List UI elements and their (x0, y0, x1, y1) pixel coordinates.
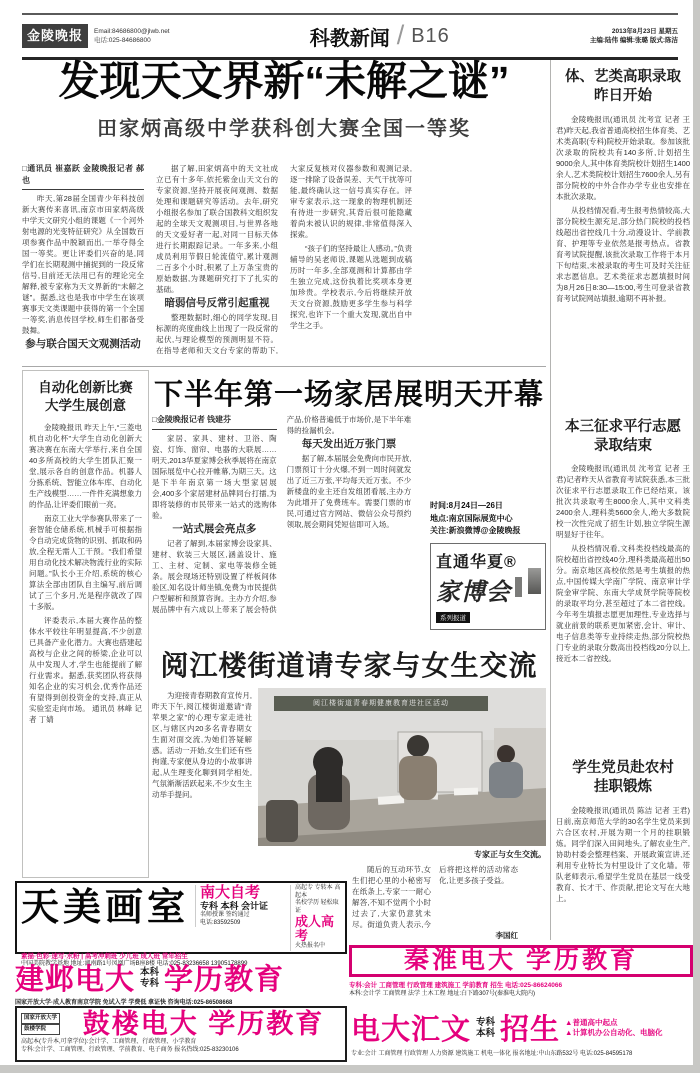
parallel-paragraph: 金陵晚报讯(通讯员 沈考宣 记者 王君)记者昨天从省教育考试院获悉,本三批次征求平行志愿录取工作已经结束。该批次共录取考生8000余人,其中文科类2400余人,理科类5600余人,绝大多数院校一次性完成了招生计划,独立学院生源明显好于往年。 (556, 464, 690, 540)
ad-huiwen-dianda (349, 1006, 693, 1062)
photo-banner-text: 阅江楼街道青春期健康教育进社区活动 (274, 696, 488, 711)
ad-qinhuai-name: 秦淮电大 学历教育 (404, 946, 638, 974)
ad-chengkao-tiny: 火热报名中 (295, 943, 326, 949)
expo-paragraph: 家居、家具、建材、卫浴、陶瓷、灯饰、窗帘、电器的大联展……明天,2013华夏家博会秋季展将在南京国际展览中心拉开帷幕,为期三天。这是下半年南京第一场大型家居展会,400多个家居建材品牌同台打擂,为即将装修的市民带来一站式的选购体验。 (152, 433, 277, 520)
expo-info-lines (430, 500, 546, 538)
street-paragraph: 为迎接青春期教育宣传月,昨天下午,阅江楼街道邀请“青苹果之家”的心理专家走进社区,与辖区内20多名青春期女生面对面交流,为她们答疑解惑。活动一开始,女生们还有些拘谨,专家便从身边的小故事讲起,从生理变化聊到同学相处,气氛渐渐活跃起来,不少女生主动举手提问。 (152, 691, 252, 799)
rural-title: 学生党员赴农村 挂职锻炼 (572, 760, 674, 796)
rural-body (556, 805, 690, 929)
ad-gulou-row (21, 1010, 341, 1038)
ad-qinhuai-details (349, 981, 693, 998)
expo-logo (430, 543, 546, 630)
lead-headline-block (22, 60, 546, 141)
ad-jianye-big: 学历教育 (164, 964, 285, 996)
parallel-title: 本三征求平行志愿 录取结束 (565, 418, 681, 454)
expo-info-time: 时间:8月24日—26日 (430, 501, 503, 510)
rural-paragraph: 金陵晚报讯(通讯员 陈洁 记者 王君)日前,南京师范大学的30名学生党员来到六合区农村,开展为期一个月的挂职锻炼。同学们深入田间地头,了解农业生产,协助村委会整理档案、开展政策宣讲,还利用专业特长为村里设计了文化墙。带队老师表示,希望学生党员在基层一线受教育、长才干、作贡献,把论文写在大地上。 (556, 806, 690, 904)
vertical-rule (550, 60, 551, 940)
expo-promo-box (428, 498, 546, 630)
lead-paragraph: “孩子们的坚持最让人感动。”负责辅导的吴老师说,课题从选题到成稿历时一年多,全部观测和计算都由学生独立完成,这份执着比奖项本身更加珍贵。学校表示,今后将继续开放天文台资源,鼓励更多学生参与科学探究,也许下一个重大发现,就出自中学生之手。 (290, 244, 412, 330)
masthead-brand (22, 24, 170, 48)
automation-title: 自动化创新比赛 大学生展创意 (38, 380, 133, 413)
newspaper-logo: 金陵晚报 (22, 24, 88, 48)
ad-huiwen-row (351, 1007, 691, 1048)
masthead-phone: 电话:025-84686800 (94, 37, 151, 44)
sidebar-article-admissions (556, 68, 690, 410)
expo-crosshead-1: 一站式展会亮点多 (172, 522, 257, 535)
horizontal-rule (22, 366, 546, 367)
street-body-tail (352, 864, 518, 940)
ad-qinhuai-dianda (349, 945, 693, 977)
sidebar (556, 60, 690, 929)
street-author: 李国红 (495, 931, 518, 940)
ad-nanda-sub: 专科 本科 会计证 (200, 901, 269, 911)
lead-crosshead-1: 参与联合国天文观测活动 (25, 338, 141, 350)
expo-headline-block (152, 372, 546, 413)
page-edge-bottom (0, 1065, 700, 1073)
ad-nanda-selfstudy (195, 885, 284, 927)
sidebar-article-rural (556, 759, 690, 929)
ad-tianmei-address: 中国美院教学基地 地址:湖南路1号凤凰广场B座8楼 电话:025-83236658 13905178899 (21, 960, 248, 967)
automation-paragraph: 金陵晚报讯 昨天上午,“三菱电机自动化杯”大学生自动化创新大赛决赛在东南大学举行,来自全国40多所高校的大学生团队汇聚一堂,展示各自的创意作品。机器人分拣系统、智能立体车库、自动化生产线模型……一件件充满想象力的作品,让评委们眼前一亮。 (29, 423, 142, 510)
news-photo (258, 688, 546, 846)
issue-meta (590, 27, 678, 46)
article-automation (22, 370, 149, 878)
masthead-email: Email:84686800@jlwb.net (94, 28, 170, 35)
ad-chengkao-line: 高起专 专转本 高起本 (295, 885, 341, 899)
ad-nanda-phone: 电话:83592509 (200, 919, 241, 926)
admissions-body (556, 114, 690, 410)
ad-nanda-title: 南大自考 (200, 884, 261, 901)
ad-qinhuai-line: 本科:会计学 工商管理 法学 土木工程 地址:白下路307号(秦淮电大院内) (349, 991, 536, 997)
photo-caption: 专家正与女生交流。 (474, 850, 546, 859)
parallel-body (556, 463, 690, 751)
section-title (310, 21, 450, 52)
expo-crosshead-2: 每天发出近万张门票 (301, 438, 397, 450)
ad-jianye-tiny: 国家开放大学·成人教育南京学院 免试入学 学费低 拿证快 咨询电话:025-86508668 (15, 1000, 233, 1006)
street-headline-block (152, 644, 546, 684)
lead-body (22, 163, 546, 363)
building-icon (528, 568, 541, 594)
ad-jianye-name: 建邺电大 (15, 964, 136, 996)
ad-jianye-dianda (15, 957, 347, 1006)
ad-huiwen-tiny: 专业:会计 工商管理 行政管理 人力资源 建筑施工 机电一体化 报名地址:中山东路532号 电话:025-84595178 (351, 1051, 633, 1057)
issue-staff: 主编:陆伟 编辑:张璐 版式:陈洁 (589, 37, 678, 44)
ad-tianmei-services: 素描·色彩·速写·水粉 | 高考冲刺班 少儿班 成人班 常年招生 (21, 952, 188, 960)
ad-gulou-line: 专科:会计学、工商管理、行政管理、学前教育、电子商务 报名热线:025-83230106 (21, 1047, 239, 1053)
expo-logo-line2: 家博会 (436, 578, 511, 606)
ad-huiwen-bullets: ▲普通高中起点 ▲计算机办公自动化、电脑化 (565, 1017, 663, 1037)
ad-tianmei-row (21, 885, 341, 951)
ad-jianye-row (15, 957, 347, 998)
ad-tianmei-title: 天美画室 (21, 887, 190, 929)
ad-gulou-box-line: 国家开放大学 (21, 1013, 60, 1024)
street-headline: 阅江楼街道请专家与女生交流 (160, 650, 538, 681)
ad-qinhuai-line: 专科:会计 工商管理 行政管理 建筑施工 学前教育 招生 电话:025-86624066 (349, 982, 563, 989)
masthead-contacts (94, 27, 170, 45)
slash-divider: / (396, 19, 405, 50)
automation-body (29, 422, 142, 862)
ad-gulou-line: 高起本(专升本,可拿学位):会计学、工商管理、行政管理、小学教育 (21, 1039, 197, 1045)
ad-gulou-sidebox (21, 1013, 60, 1035)
expo-info-place: 地点:南京国际展览中心 (430, 513, 513, 523)
expo-headline: 下半年第一场家居展明天开幕 (153, 379, 544, 411)
lead-paragraph: 昨天,第28届全国青少年科技创新大赛传来喜讯,南京市田家炳高级中学天文研究小组的课题《一个河外射电源的光变特征研究》从全国数百项参赛作品中脱颖而出,一举夺得全国一等奖。更让评委们兴奋的是,同学们在长期观测中捕捉到的一段反常信号,目前还无法用已有的理论完全解释,被专家称为天文界新的“未解之谜”。据悉,这也是我市中学生在该项赛事天文类课题中获得的第一个全国一等奖,消息传回学校,师生们都备受鼓舞。 (22, 194, 144, 335)
section-name: 科教新闻 (309, 27, 390, 50)
ad-nanda-tiny: 名师授课 签约通过 (200, 912, 250, 918)
page-edge-right (693, 0, 700, 1073)
automation-paragraph: 南京工业大学参赛队带来了一套智能仓储系统,机械手可根据指令自动完成货物的识别、抓取和码放,全程无需人工干预。“我们希望用自动化技术解决物流行业的实际问题。”队长小王介绍,系统的核心算法全部由团队自主编写,前后调试了三个多月,光是程序就改了四十多版。 (29, 514, 142, 612)
lead-headline: 发现天文界新“未解之谜” (58, 58, 510, 104)
lead-crosshead-2: 暗弱信号反常引起重视 (164, 297, 270, 309)
lead-paragraph: 整理数据时,细心的同学发现,目标源的亮度曲线上出现了一段反常的起伏,与理论模型的预测明显不符。在指导老师和天文台专家的帮助下,大家反复核对仪器参数和观测记录,逐一排除了设备误差、天气干扰等可能,最终确认这一信号真实存在。评审专家表示,这一现象的物理机制还有待进一步研究,其背后很可能隐藏着尚未被认识的规律,非常值得深入探索。 (156, 164, 412, 355)
parallel-paragraph: 从投档情况看,文科类投档线最高的院校超出省控线40分,理科类最高超出50分。南京地区高校依然是考生填报的热点,中国传媒大学南广学院、南京审计学院金审学院、东南大学成贤学院等院校的录取平均分,甚至超过了本二省控线。今年考生填报志愿更加理性,专业选择与就业前景的联系更加紧密,会计、审计、电子信息类等专业持续走热,部分院校热门专业的录取分数高出投档线20分以上,接近本二省控线。 (556, 544, 690, 664)
ad-huiwen-levels: 专科 本科 (476, 1016, 496, 1039)
admissions-title: 体、艺类高职录取 昨日开始 (565, 69, 681, 104)
expo-paragraph: 记者了解到,本届家博会设家具、建材、软装三大展区,涵盖设计、施工、主材、定制、家电等装修全链条。展会现场还特别设置了样板间体验区,知名设计师坐镇,免费为市民提供户型解析和预算咨询。主办方介绍,参展品牌中有六成以上带来了展会特供产品,价格普遍低于市场价,是下半年难得的捡漏机会。 (152, 415, 412, 614)
ad-tianmei-art-studio (15, 881, 347, 967)
street-paragraph: 随后的互动环节,女生们把心里的小秘密写在纸条上,专家一一耐心解答,不知不觉两个小时过去了,大家仍意犹未尽。街道负责人表示,今后将把这样的活动常态化,让更多孩子受益。 (352, 865, 518, 929)
expo-info-follow: 关注:新浪微博@金陵晚报 (430, 526, 521, 535)
page-number: B16 (411, 24, 450, 47)
expo-paragraph: 据了解,本届展会免费向市民开放,门票预订十分火爆,不到一周时间就发出了近三万张,平均每天近万张。不少新楼盘的业主还自发组团看展,主办方为此增开了免费班车。需要门票的市民,可通过官方网站、微信公众号预约领取,展会期间凭短信即可入场。 (286, 454, 412, 529)
sidebar-article-parallel (556, 418, 690, 752)
masthead (22, 13, 678, 60)
ad-chengkao-line: 名校学历 轻松取证 (295, 900, 339, 914)
expo-logo-tag: 系列报道 (436, 612, 470, 623)
expo-byline: □金陵晚报记者 钱建芬 (152, 414, 277, 430)
ad-gulou-box-line: 鼓楼学院 (21, 1024, 60, 1035)
ad-gulou-dianda (15, 1006, 347, 1062)
ad-gulou-name: 鼓楼电大 学历教育 (82, 1009, 325, 1039)
ad-jianye-levels: 本科 专科 (140, 966, 160, 989)
expo-logo-line1: 直通华夏® (436, 553, 517, 571)
ad-huiwen-name: 电大汇文 (351, 1014, 472, 1046)
automation-paragraph: 评委表示,本届大赛作品的整体水平较往年明显提高,不少创意已具备产业化潜力。大赛也搭建起高校与企业之间的桥梁,企业可以从中发现人才,学生也能提前了解行业需求。据悉,获奖团队将获得知名企业的实习机会,优秀作品还有望得到创投资金的支持,真正从实验室走向市场。 通讯员 林峰 记者 丁婧 (29, 616, 142, 725)
admissions-paragraph: 从投档情况看,考生报考热情较高,大部分院校生源充足,部分热门院校的投档线超出省控线几十分,动漫设计、学前教育、护理等专业依然是报考热点。省教育考试院提醒,该批次录取工作将于本月下旬结束,未被录取的考生可及时关注征求志愿信息。艺术类征求志愿填报时间为8月26日8:30—15:00,考生可登录省教育考试院网站填报,逾期不再补报。 (556, 205, 690, 303)
ad-huiwen-big: 招生 (500, 1014, 561, 1046)
ad-chengkao-title: 成人高考 (295, 914, 335, 943)
issue-date: 2013年8月23日 星期五 (611, 27, 678, 35)
admissions-paragraph: 金陵晚报讯(通讯员 沈考宣 记者 王君)昨天起,我省普通高校招生体育类、艺术类高职(专科)院校开始录取。参加该批次录取的院校共有140多所,计划招生9000余人,其中体育类院校计划招生1400余人,艺术类院校计划招生7600余人,另有部分院校的中外合作办学专业也安排在本批次录取。 (556, 114, 690, 201)
lead-deck: 田家炳高级中学获科创大赛全国一等奖 (97, 118, 471, 141)
lead-paragraph: 据了解,田家炳高中的天文社成立已有十多年,依托紫金山天文台的专家资源,坚持开展夜间观测、数据处理和课题研究等活动。去年,研究小组报名参加了联合国教科文组织发起的全球天文观测项目,与世界各地的天文爱好者一起,对同一目标天体进行长期跟踪记录。一年多来,小组成员利用节假日轮流值守,累计观测二百多个小时,积累了上万条宝贵的原始数据,为课题研究打下了扎实的基础。 (156, 164, 278, 294)
street-body-left (152, 690, 252, 878)
lead-byline: □通讯员 崔嘉跃 金陵晚报记者 郝也 (22, 163, 144, 190)
photo-illustration (258, 688, 546, 846)
ad-chengkao (290, 885, 341, 951)
